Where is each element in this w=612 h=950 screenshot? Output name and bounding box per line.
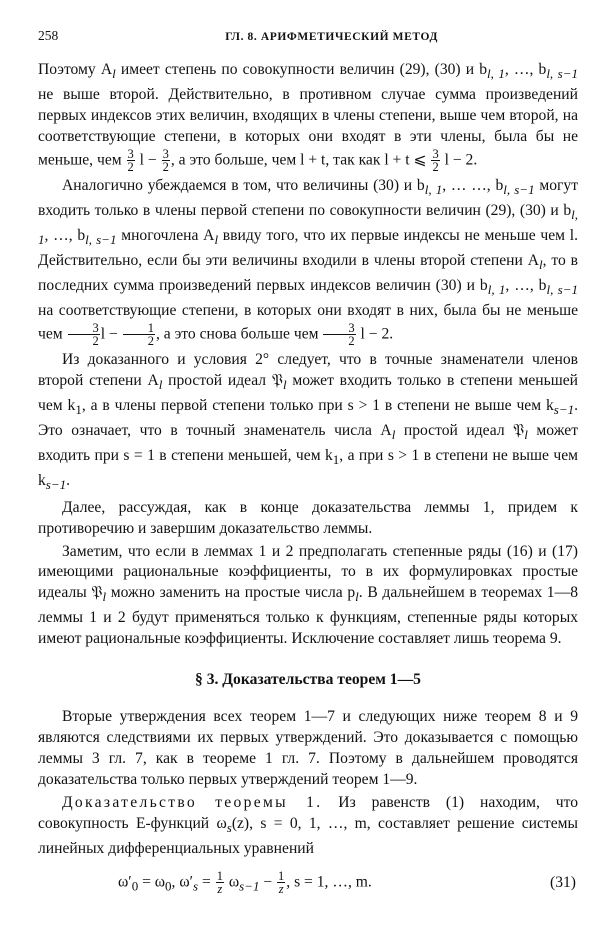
equation-body: $\omega'_0 = \omega_0$, $\omega'_s$ = $\frac{1}{z}$ $\omega_{s-1}$ − $\frac{1}{z}$ , s = 1, …, m. [118,868,372,897]
paragraph-1: Поэтому $A_l$ имеет степень по совокупности величин (29), (30) и $b_{l, 1}$, …, $b_{l, s-1}$ не выше второй. Действительно, в противном случае сумма произведений первых индексов этих величин, входящих в члены степени, выше чем второй, на соответствующие степени, в которых они входят в эти члены, была бы не меньше, чем $\frac{3}{2}$ l − $\frac{3}{2}$ , а это больше, чем l + t, так как l + t ⩽ $\frac{3}{2}$ l − 2. [38,61,578,175]
running-title: ГЛ. 8. АРИФМЕТИЧЕСКИЙ МЕТОД [225,31,438,43]
paragraph-4: Далее, рассуждая, как в конце доказательства леммы 1, придем к противоречию и завершим доказательство леммы. [38,498,578,537]
paragraph-5: Заметим, что если в леммах 1 и 2 предполагать степенные ряды (16) и (17) имеющими рациональные коэффициенты, то в их формулировках простые идеалы 𝔓$_l$ можно заменить на простые числа $p_l$. В дальнейшем в теоремах 1—8 леммы 1 и 2 будут применяться только к функциям, степенные ряды которых имеют рациональные коэффициенты. Исключение составляет лишь теорема 9. [38,542,578,648]
fraction: $\frac{3}{2}$ [162,146,169,175]
fraction: $\frac{3}{2}$ [127,146,134,175]
proof-label: Доказательство теоремы 1. [62,793,323,811]
fraction: $\frac{3}{2}$ [323,322,355,348]
page-number: 258 [38,28,59,43]
equation-number: (31) [550,873,576,891]
fraction: $\frac{1}{z}$ [278,868,285,897]
fraction: $\frac{3}{2}$ [68,322,100,348]
fraction: $\frac{1}{2}$ [123,322,155,348]
fraction: $\frac{1}{z}$ [216,868,223,897]
fraction: $\frac{3}{2}$ [432,146,439,175]
body-text [38,60,578,897]
section-heading: § 3. Доказательства теорем 1—5 [195,671,421,689]
paragraph-3: Из доказанного и условия 2° следует, что в точные знаменатели членов второй степени $A_l$ простой идеал 𝔓$_l$ может входить только в степени меньшей чем $k_1$, а в члены первой степени только при s > 1 в степени не выше чем $k_{s-1}$. Это означает, что в точный знаменатель числа $A_l$ простой идеал 𝔓$_l$ может входить при s = 1 в степени меньшей, чем $k_1$, а при s > 1 в степени не выше чем $k_{s-1}$. [38,350,579,492]
equation-31 [38,870,578,898]
paragraph-6: Вторые утверждения всех теорем 1—7 и следующих ниже теорем 8 и 9 являются следствиями их первых утверждений. Это доказывается с помощью леммы 3 гл. 7, как в теореме 1 гл. 7. Поэтому в дальнейшем проводятся доказательства только первых утверждений теорем 1—9. [38,708,578,788]
paragraph-7: Доказательство теоремы 1. Из равенств (1) находим, что совокупность E-функций $\omega_s(z)$, s = 0, 1, …, m, составляет решение системы линейных дифференциальных уравнений [38,793,579,857]
paragraph-2: Аналогично убеждаемся в том, что величины (30) и $b_{l, 1}$, … …, $b_{l, s-1}$ могут входить только в члены первой степени по совокупности величин (29), (30) и $b_{l, 1}$, …, $b_{l, s-1}$ многочлена $A_l$ ввиду того, что их первые индексы не меньше чем l. Действительно, если бы эти величины входили в члены второй степени $A_l$, то в последних сумма произведений первых индексов величин (30) и $b_{l, 1}$, …, $b_{l, s-1}$ на соответствующие степени, в которых они входят в них, была бы не меньше чем $\frac{3}{2}$ l − $\frac{1}{2}$ , а это снова больше чем $\frac{3}{2}$ l − 2. [38,176,579,349]
page-header [38,28,578,44]
